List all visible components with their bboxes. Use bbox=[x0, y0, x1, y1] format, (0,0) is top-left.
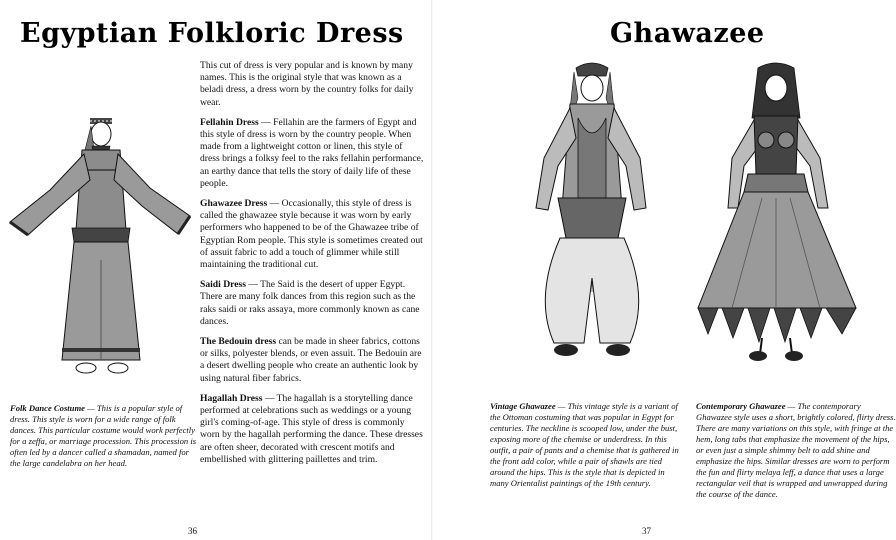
bedouin-heading: The Bedouin dress bbox=[200, 336, 277, 348]
left-page bbox=[0, 0, 432, 540]
ghawazee-dress-paragraph bbox=[200, 198, 424, 271]
vintage-caption-heading: Vintage Ghawazee bbox=[490, 400, 556, 411]
caption-heading: Folk Dance Costume bbox=[10, 402, 85, 413]
ghawazee-dress-text: — Occasionally, this style of dress is called the ghawazee style because it was worn by early performers who happened to be of the Ghawazee tribe of Egyptian Rom people. This style is sometimes created out of assuit fabric to add a touch of glimmer while still maintaining the traditional cut. bbox=[200, 198, 423, 271]
contemporary-caption-text: — The contemporary Ghawazee style uses a short, brightly colored, flirty dress. There are many variations on this style, with fringe at the hem, long tabs that emphasize the movement of the hips, or even just a simple shimmy belt to add shine and emphasize the hips. Similar dresses are worn to perform the fun and flirty melaya leff, a dance that uses a large rectangular veil that is wrapped and unwrapped during the course of the dance. bbox=[696, 400, 896, 499]
intro-paragraph bbox=[200, 60, 424, 109]
contemporary-ghawazee-caption bbox=[696, 401, 896, 500]
contemporary-caption-heading: Contemporary Ghawazee bbox=[696, 400, 786, 411]
hagallah-heading: Hagallah Dress bbox=[200, 392, 263, 404]
folk-dance-costume-illustration bbox=[10, 110, 190, 385]
page-title: Egyptian Folkloric Dress bbox=[20, 18, 404, 49]
page-number: 36 bbox=[188, 526, 197, 536]
saidi-heading: Saidi Dress bbox=[200, 279, 246, 291]
fellahin-heading: Fellahin Dress bbox=[200, 116, 259, 128]
hagallah-text: — The hagallah is a storytelling dance performed at celebrations such as weddings or a young girl's coming-of-age. This style of dress is commonly worn by the hagallah performing the dance. These dresses are often sheer, decorated with crescent motifs and embellished with glittering paillettes and trim. bbox=[200, 392, 423, 465]
saidi-text: — The Said is the desert of upper Egypt. There are many folk dances from this region such as the raks saidi or raks assaya, more commonly known as cane dances. bbox=[200, 279, 420, 327]
intro-text: This cut of dress is very popular and is known by many names. This is the original style that was known as a beladi dress, a dress worn by the country folks for daily wear. bbox=[200, 60, 414, 108]
ghawazee-dress-heading: Ghawazee Dress bbox=[200, 198, 268, 210]
fellahin-paragraph bbox=[200, 117, 424, 190]
hagallah-paragraph bbox=[200, 393, 424, 466]
saidi-paragraph bbox=[200, 279, 424, 328]
contemporary-ghawazee-illustration bbox=[692, 58, 862, 368]
article-body bbox=[200, 60, 424, 474]
vintage-ghawazee-caption bbox=[490, 401, 680, 489]
bedouin-paragraph bbox=[200, 336, 424, 385]
right-page bbox=[432, 0, 896, 540]
page-title: Ghawazee bbox=[610, 18, 765, 49]
bedouin-text: can be made in sheer fabrics, cottons or silks, polyester blends, or even assuit. The Bedouin are a desert dwelling people who create an authentic look by using natural fiber fabrics. bbox=[200, 336, 422, 384]
vintage-caption-text: — This vintage style is a variant of the Ottoman costuming that was popular in Egypt for centuries. The neckline is scooped low, under the bust, exposing more of the chemise or underdress. In this outfit, a pair of pants and a chemise that is gathered in the front add color, while a pair of shawls are tied around the hips. This is the style that is depicted in many Orientalist paintings of the 19th century. bbox=[490, 400, 679, 488]
caption-text: — This is a popular style of dress. This style is worn for a wide range of folk dances. This particular costume would work perfectly for a zeffa, or marriage procession. This procession is often led by a dancer called a shamadan, named for the large candelabra on her head. bbox=[10, 402, 197, 468]
page-number: 37 bbox=[642, 526, 651, 536]
vintage-ghawazee-illustration bbox=[514, 58, 674, 368]
fellahin-text: — Fellahin are the farmers of Egypt and this style of dress is worn by the country people. When made from a lightweight cotton or linen, this style of dress brings a folksy feel to the raks fellahin performance, an earthy dance that tells the story of daily life of these people. bbox=[200, 116, 424, 189]
figure-caption bbox=[10, 403, 200, 469]
